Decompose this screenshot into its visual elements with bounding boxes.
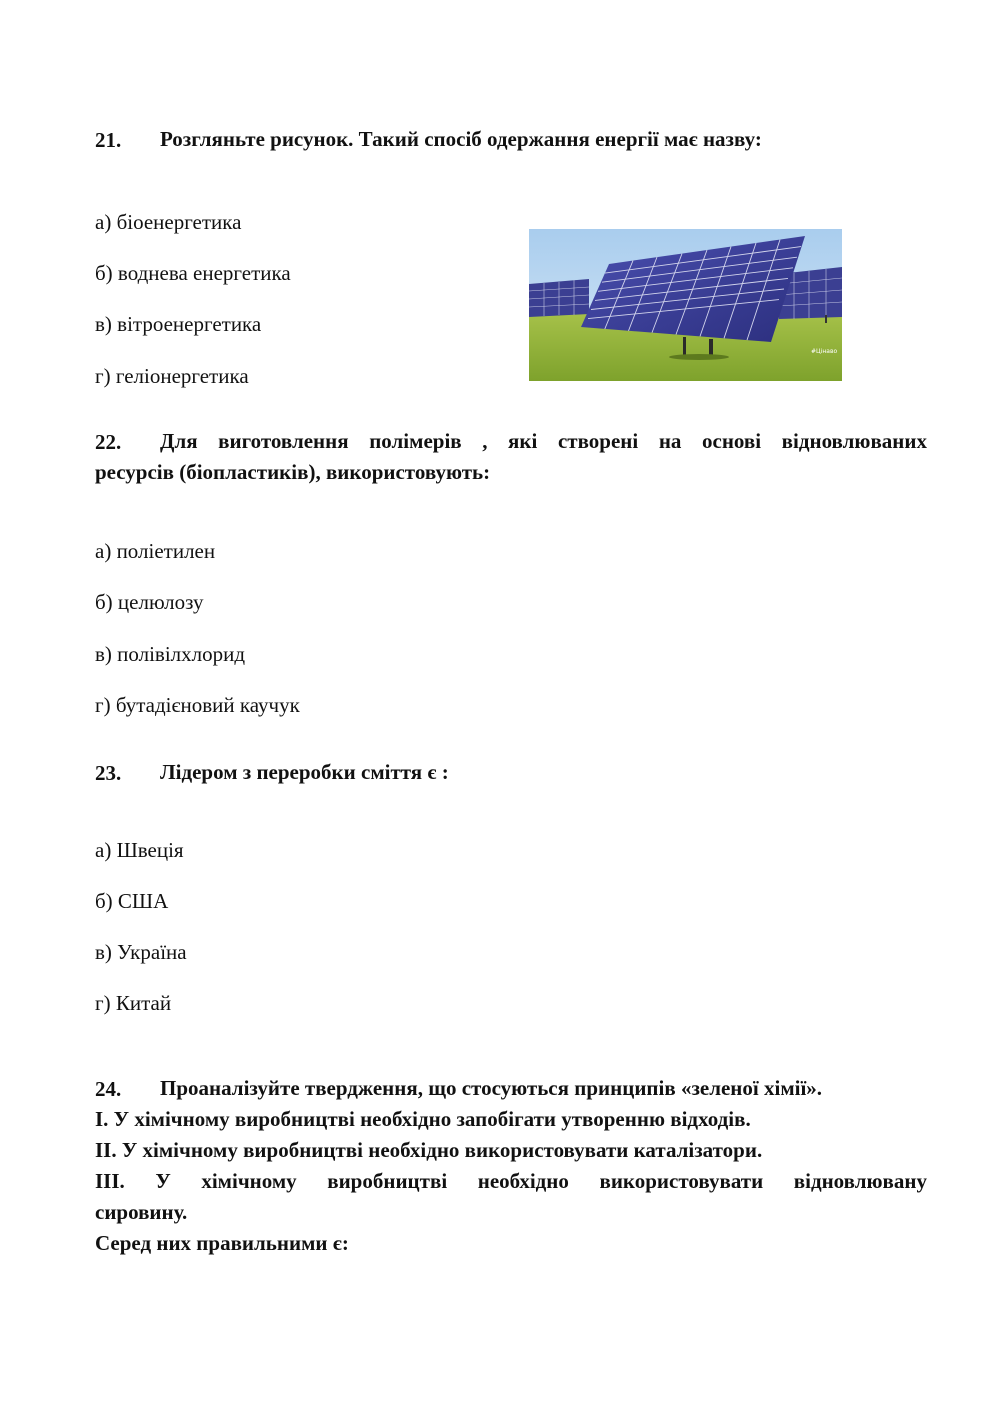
question-23-text: Лідером з переробки сміття є :	[160, 760, 449, 784]
question-22-option-b[interactable]: б) целюлозу	[95, 590, 204, 614]
question-21-option-d[interactable]: г) геліонергетика	[95, 364, 249, 388]
question-24-text: Проаналізуйте твердження, що стосуються принципів «зеленої хімії».	[160, 1076, 823, 1100]
question-22-option-c[interactable]: в) полівілхлорид	[95, 642, 246, 666]
question-24-statement-3: III. У хімічному виробництві необхідно використовувати відновлювану	[95, 1169, 927, 1193]
question-23-option-b[interactable]: б) США	[95, 889, 169, 913]
question-22-text-line1: Для виготовлення полімерів , які створені на основі відновлюваних	[160, 429, 927, 453]
question-22-option-a[interactable]: а) поліетилен	[95, 539, 216, 563]
question-21-option-c[interactable]: в) вітроенергетика	[95, 312, 262, 336]
question-23-number: 23.	[95, 761, 122, 785]
question-24-statement-3-cont: сировину.	[95, 1200, 188, 1224]
question-24-number: 24.	[95, 1077, 122, 1101]
question-21-option-b[interactable]: б) воднева енергетика	[95, 261, 291, 285]
question-22-text-line2: ресурсів (біопластиків), використовують:	[95, 460, 491, 484]
question-24-statement-2: II. У хімічному виробництві необхідно використовувати каталізатори.	[95, 1138, 763, 1162]
question-21-option-a[interactable]: а) біоенергетика	[95, 210, 242, 234]
distant-panel-left	[529, 279, 589, 317]
question-24-footer: Серед них правильними є:	[95, 1231, 349, 1255]
question-23-option-d[interactable]: г) Китай	[95, 991, 172, 1015]
question-23-option-c[interactable]: в) Україна	[95, 940, 187, 964]
question-24-statement-1: I. У хімічному виробництві необхідно запобігати утворенню відходів.	[95, 1107, 751, 1131]
question-23-option-a[interactable]: а) Швеція	[95, 838, 184, 862]
solar-panels-photo	[529, 229, 842, 381]
photo-watermark: #Цінаво	[811, 348, 838, 355]
question-21-text: Розгляньте рисунок. Такий спосіб одержання енергії має назву:	[160, 127, 762, 151]
question-22-number: 22.	[95, 430, 122, 454]
question-21-number: 21.	[95, 128, 122, 152]
question-22-option-d[interactable]: г) бутадієновий каучук	[95, 693, 300, 717]
